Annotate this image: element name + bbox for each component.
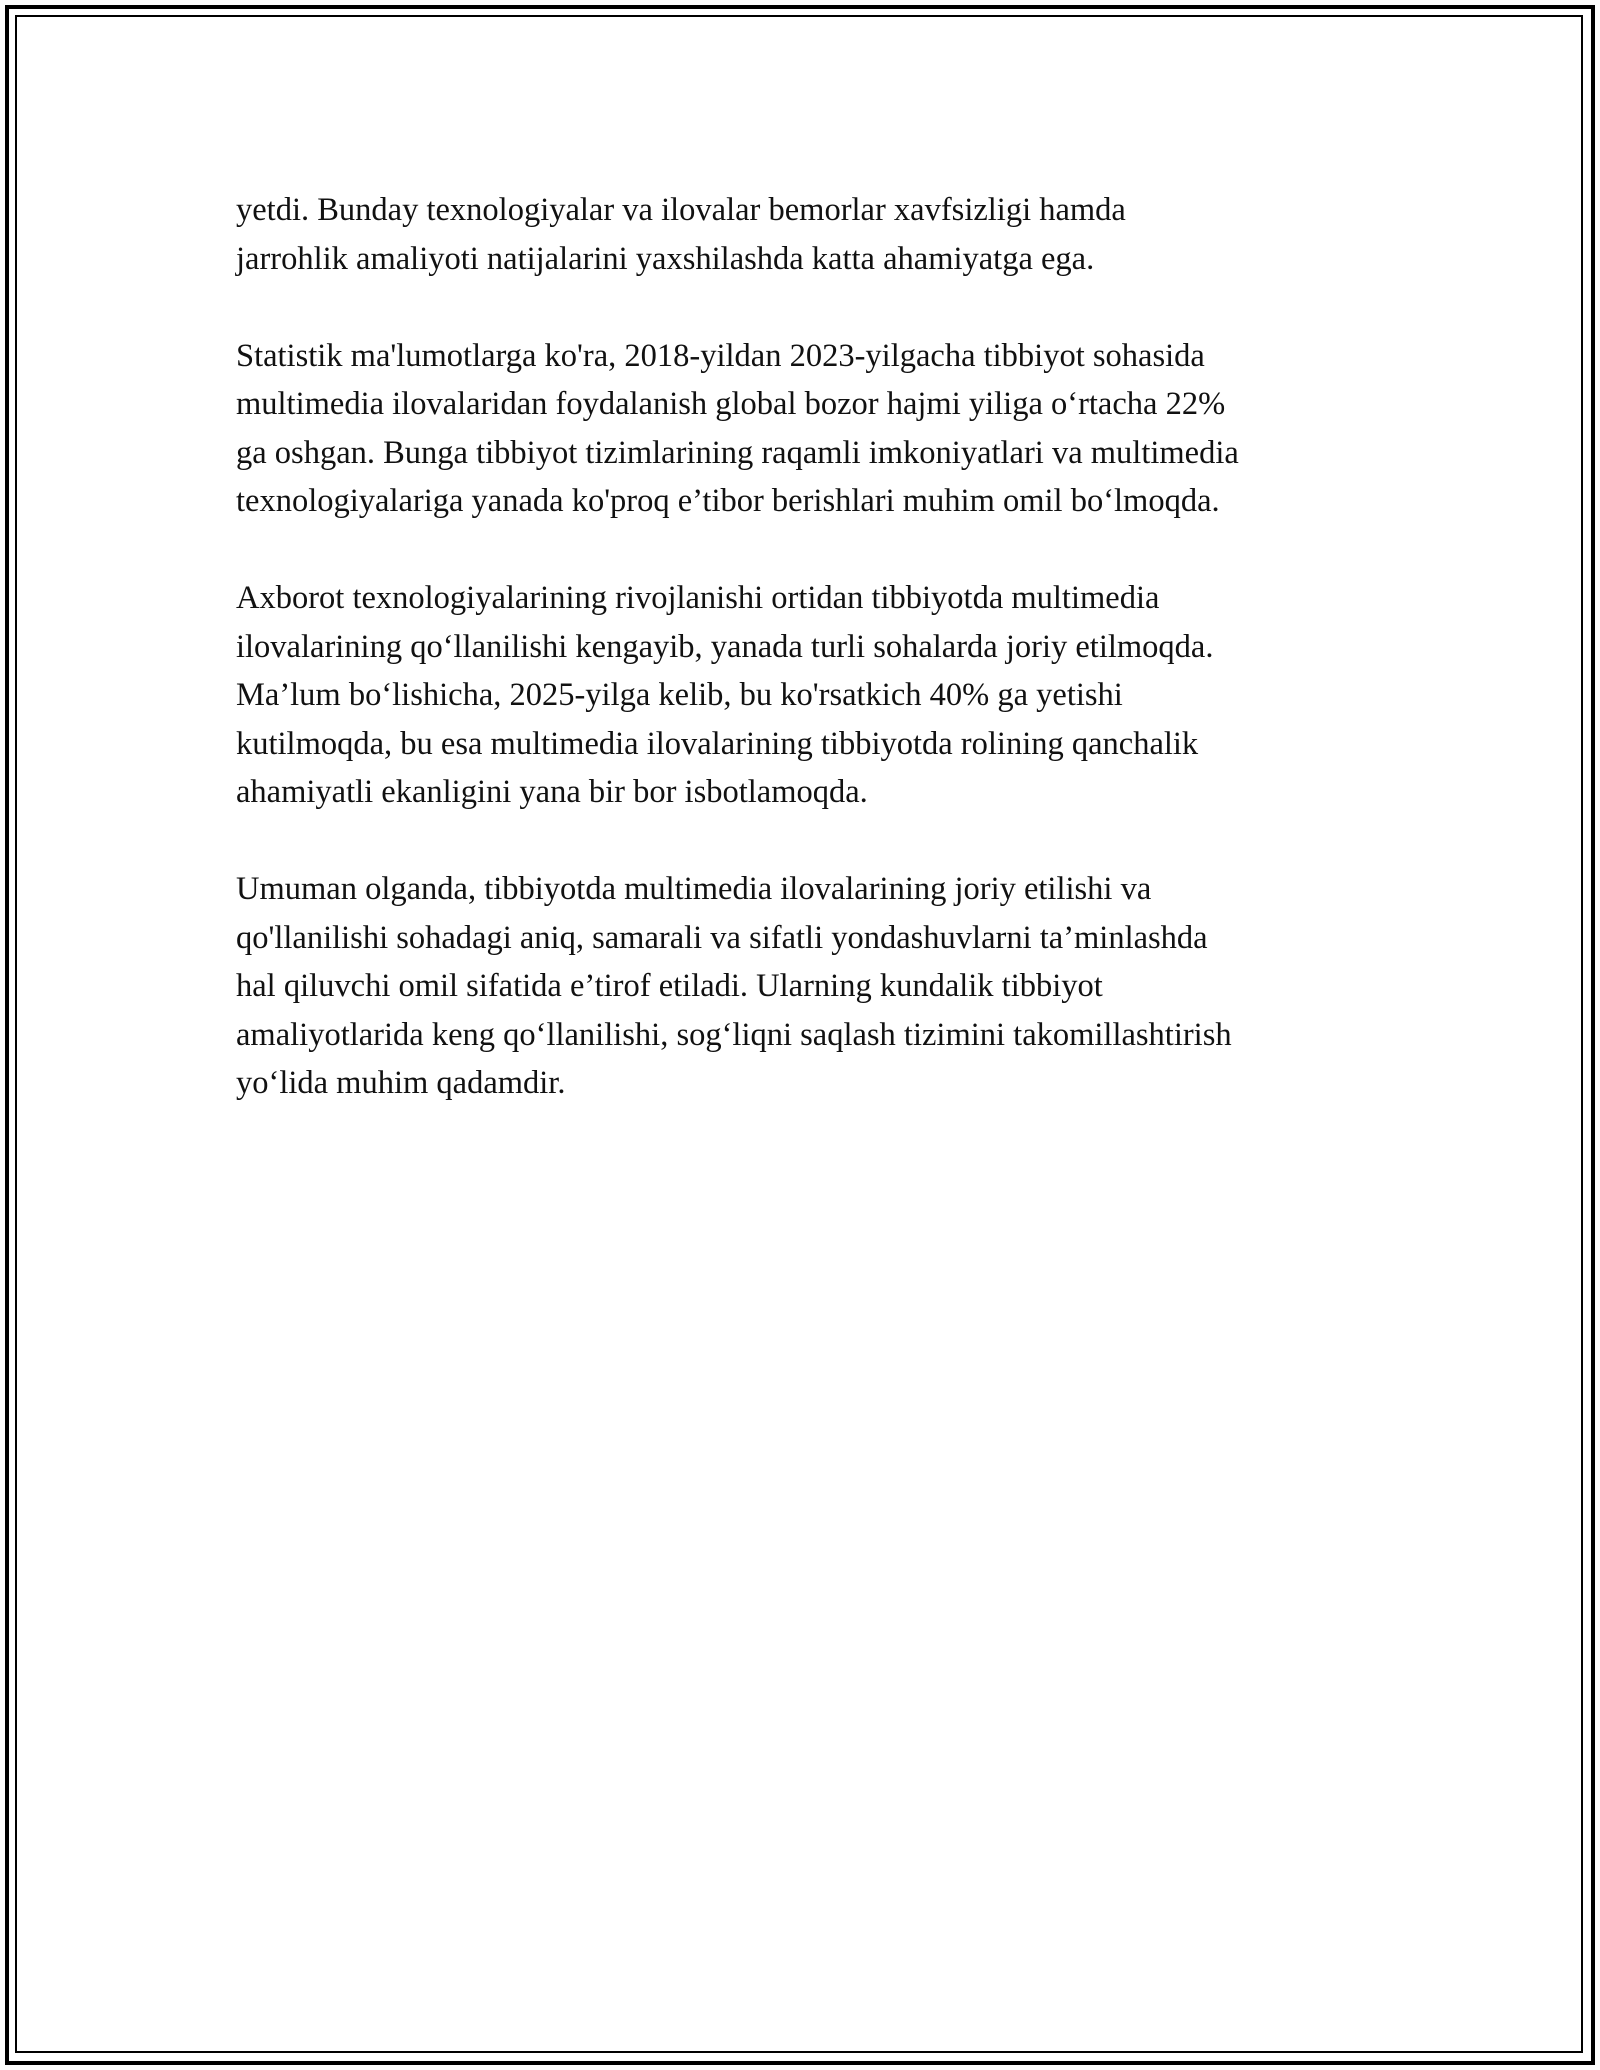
paragraph-3: [236, 574, 1386, 817]
text-line: qo'llanilishi sohadagi aniq, samarali va sifatli yondashuvlarni ta’minlashda: [236, 919, 1208, 956]
text-line: Ma’lum bo‘lishicha, 2025-yilga kelib, bu ko'rsatkich 40% ga yetishi: [236, 677, 1123, 713]
paragraph-4: [236, 865, 1386, 1108]
text-line: ilovalarining qo‘llanilishi kengayib, yanada turli sohalarda joriy etilmoqda.: [236, 628, 1214, 665]
text-line: texnologiyalariga yanada ko'proq e’tibor berishlari muhim omil bo‘lmoqda.: [236, 483, 1220, 519]
text-line: yo‘lida muhim qadamdir.: [236, 1065, 566, 1101]
text-line: amaliyotlarida keng qo‘llanilishi, sog‘liqni saqlash tizimini takomillashtirish: [236, 1016, 1232, 1053]
text-line: ahamiyatli ekanligini yana bir bor isbotlamoqda.: [236, 774, 868, 810]
paragraph-1: [236, 186, 1386, 283]
document-body: [236, 186, 1386, 1156]
text-line: multimedia ilovalaridan foydalanish global bozor hajmi yiliga o‘rtacha 22%: [236, 386, 1226, 422]
text-line: hal qiluvchi omil sifatida e’tirof etiladi. Ularning kundalik tibbiyot: [236, 968, 1103, 1004]
text-line: kutilmoqda, bu esa multimedia ilovalarining tibbiyotda rolining qanchalik: [236, 725, 1199, 762]
text-line: yetdi. Bunday texnologiyalar va ilovalar bemorlar xavfsizligi hamda: [236, 192, 1126, 228]
text-line: jarrohlik amaliyoti natijalarini yaxshilashda katta ahamiyatga ega.: [236, 240, 1095, 277]
text-line: Axborot texnologiyalarining rivojlanishi ortidan tibbiyotda multimedia: [236, 580, 1160, 616]
paragraph-2: [236, 332, 1386, 526]
text-line: Statistik ma'lumotlarga ko'ra, 2018-yildan 2023-yilgacha tibbiyot sohasida: [236, 337, 1205, 374]
text-line: Umuman olganda, tibbiyotda multimedia ilovalarining joriy etilishi va: [236, 871, 1152, 907]
text-line: ga oshgan. Bunga tibbiyot tizimlarining raqamli imkoniyatlari va multimedia: [236, 434, 1239, 471]
